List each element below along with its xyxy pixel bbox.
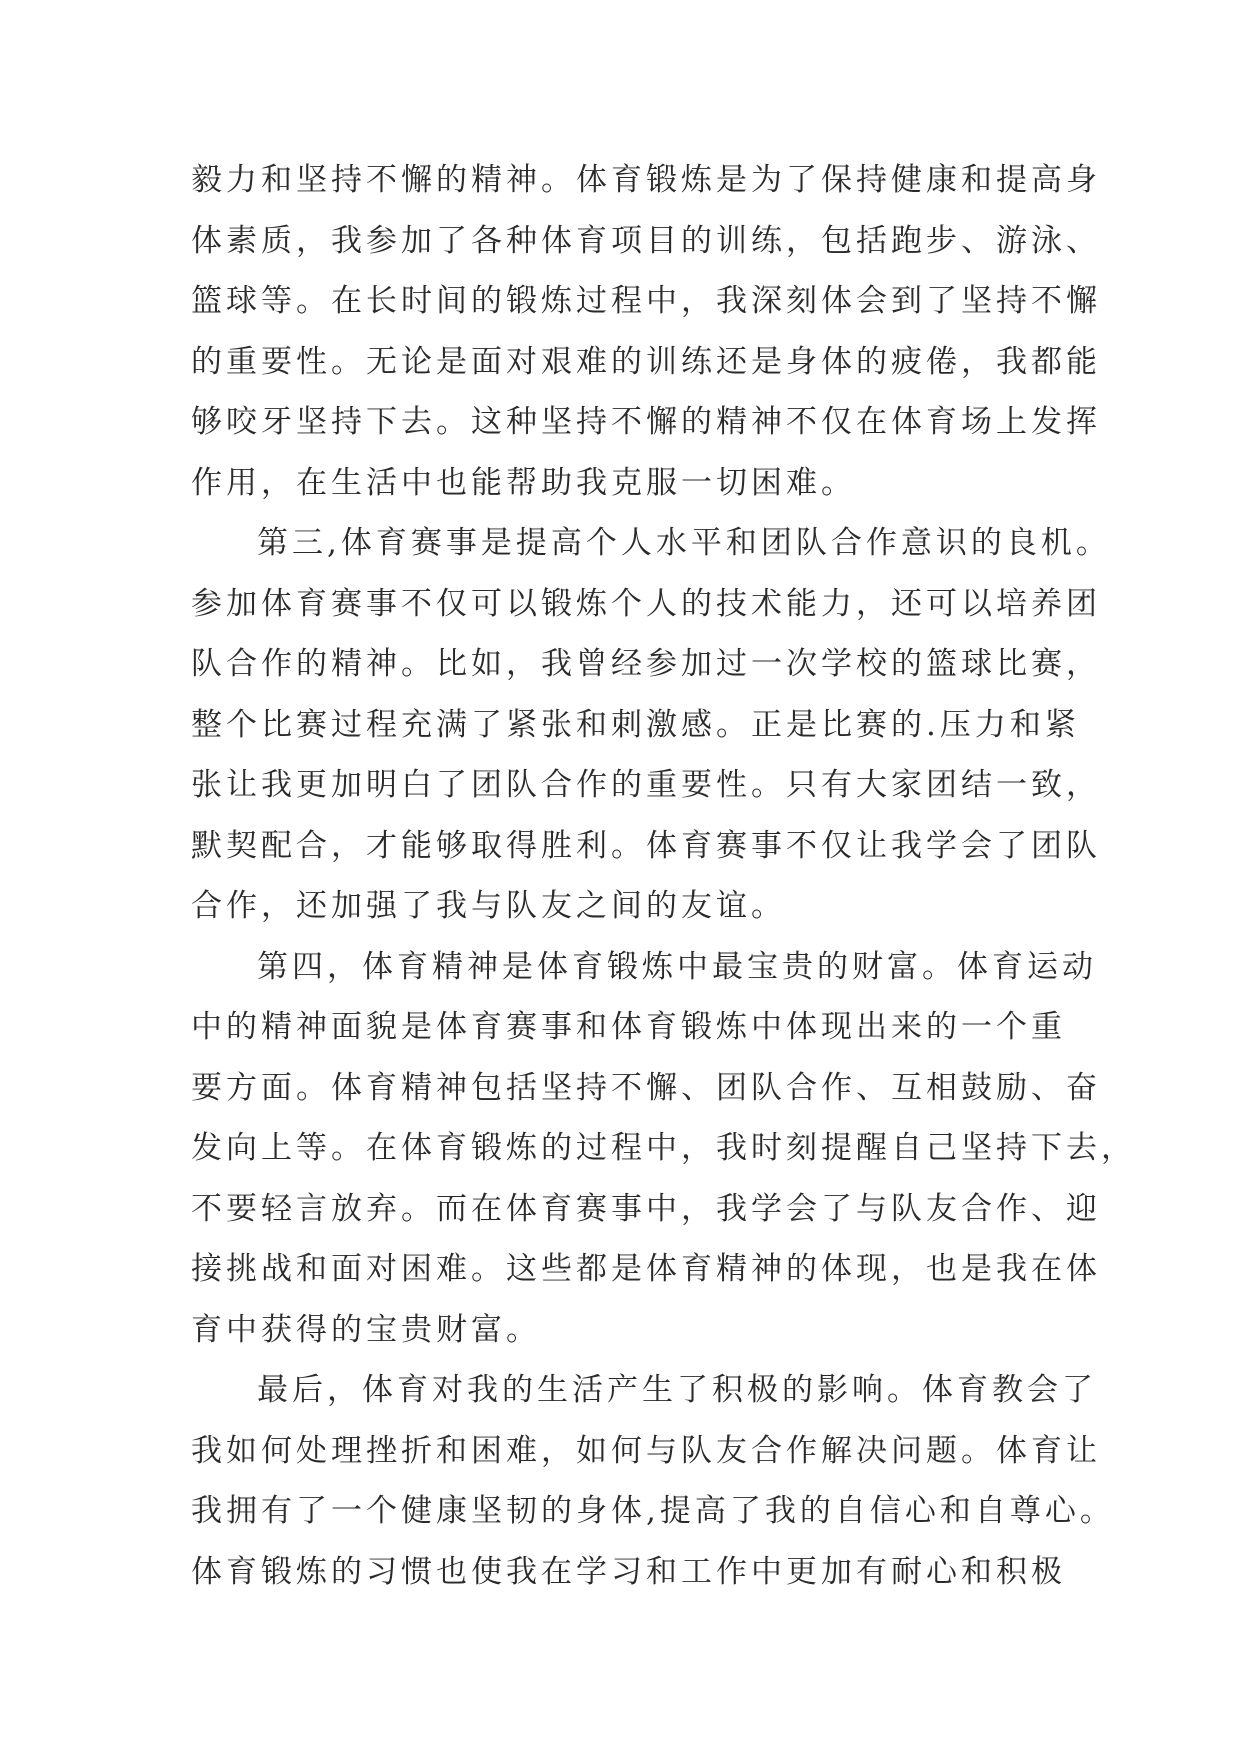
text-line: 合作，还加强了我与队友之间的友谊。 xyxy=(191,888,786,924)
text-line: 不要轻言放弃。而在体育赛事中，我学会了与队友合作、迎 xyxy=(191,1190,1101,1227)
text-line: 毅力和坚持不懈的精神。体育锻炼是为了保持健康和提高身 xyxy=(191,162,1101,198)
text-line: 队合作的精神。比如，我曾经参加过一次学校的篮球比赛， xyxy=(191,646,1101,682)
text-line: 要方面。体育精神包括坚持不懈、团队合作、互相鼓励、奋 xyxy=(191,1069,1101,1106)
text-line: 中的精神面貌是体育赛事和体育锻炼中体现出来的一个重 xyxy=(191,1009,1066,1045)
paragraph-start-line: 第三,体育赛事是提高个人水平和团队合作意识的良机。 xyxy=(257,525,1111,561)
text-line: 作用，在生活中也能帮助我克服一切困难。 xyxy=(191,464,856,501)
text-line: 我如何处理挫折和困难，如何与队友合作解决问题。体育让 xyxy=(191,1432,1101,1469)
paragraph-start-line: 最后，体育对我的生活产生了积极的影响。体育教会了 xyxy=(257,1372,1097,1408)
text-line: 的重要性。无论是面对艰难的训练还是身体的疲倦，我都能 xyxy=(191,343,1101,380)
text-line: 够咬牙坚持下去。这种坚持不懈的精神不仅在体育场上发挥 xyxy=(191,404,1101,440)
text-line: 体素质，我参加了各种体育项目的训练，包括跑步、游泳、 xyxy=(191,222,1101,259)
text-line: 默契配合，才能够取得胜利。体育赛事不仅让我学会了团队 xyxy=(191,827,1101,864)
text-line: 张让我更加明白了团队合作的重要性。只有大家团结一致， xyxy=(191,767,1101,803)
text-line: 整个比赛过程充满了紧张和刺激感。正是比赛的.压力和紧 xyxy=(191,706,1080,743)
body-text xyxy=(191,150,1136,1602)
text-line: 体育锻炼的习惯也使我在学习和工作中更加有耐心和积极 xyxy=(191,1553,1066,1590)
text-line: 接挑战和面对困难。这些都是体育精神的体现，也是我在体 xyxy=(191,1251,1101,1287)
paragraph-start-line: 第四，体育精神是体育锻炼中最宝贵的财富。体育运动 xyxy=(257,948,1097,985)
text-line: 育中获得的宝贵财富。 xyxy=(191,1311,541,1348)
text-line: 发向上等。在体育锻炼的过程中，我时刻提醒自己坚持下去， xyxy=(191,1130,1136,1166)
text-line: 我拥有了一个健康坚韧的身体,提高了我的自信心和自尊心。 xyxy=(191,1493,1115,1529)
text-line: 参加体育赛事不仅可以锻炼个人的技术能力，还可以培养团 xyxy=(191,585,1101,622)
text-line: 篮球等。在长时间的锻炼过程中，我深刻体会到了坚持不懈 xyxy=(191,283,1101,319)
